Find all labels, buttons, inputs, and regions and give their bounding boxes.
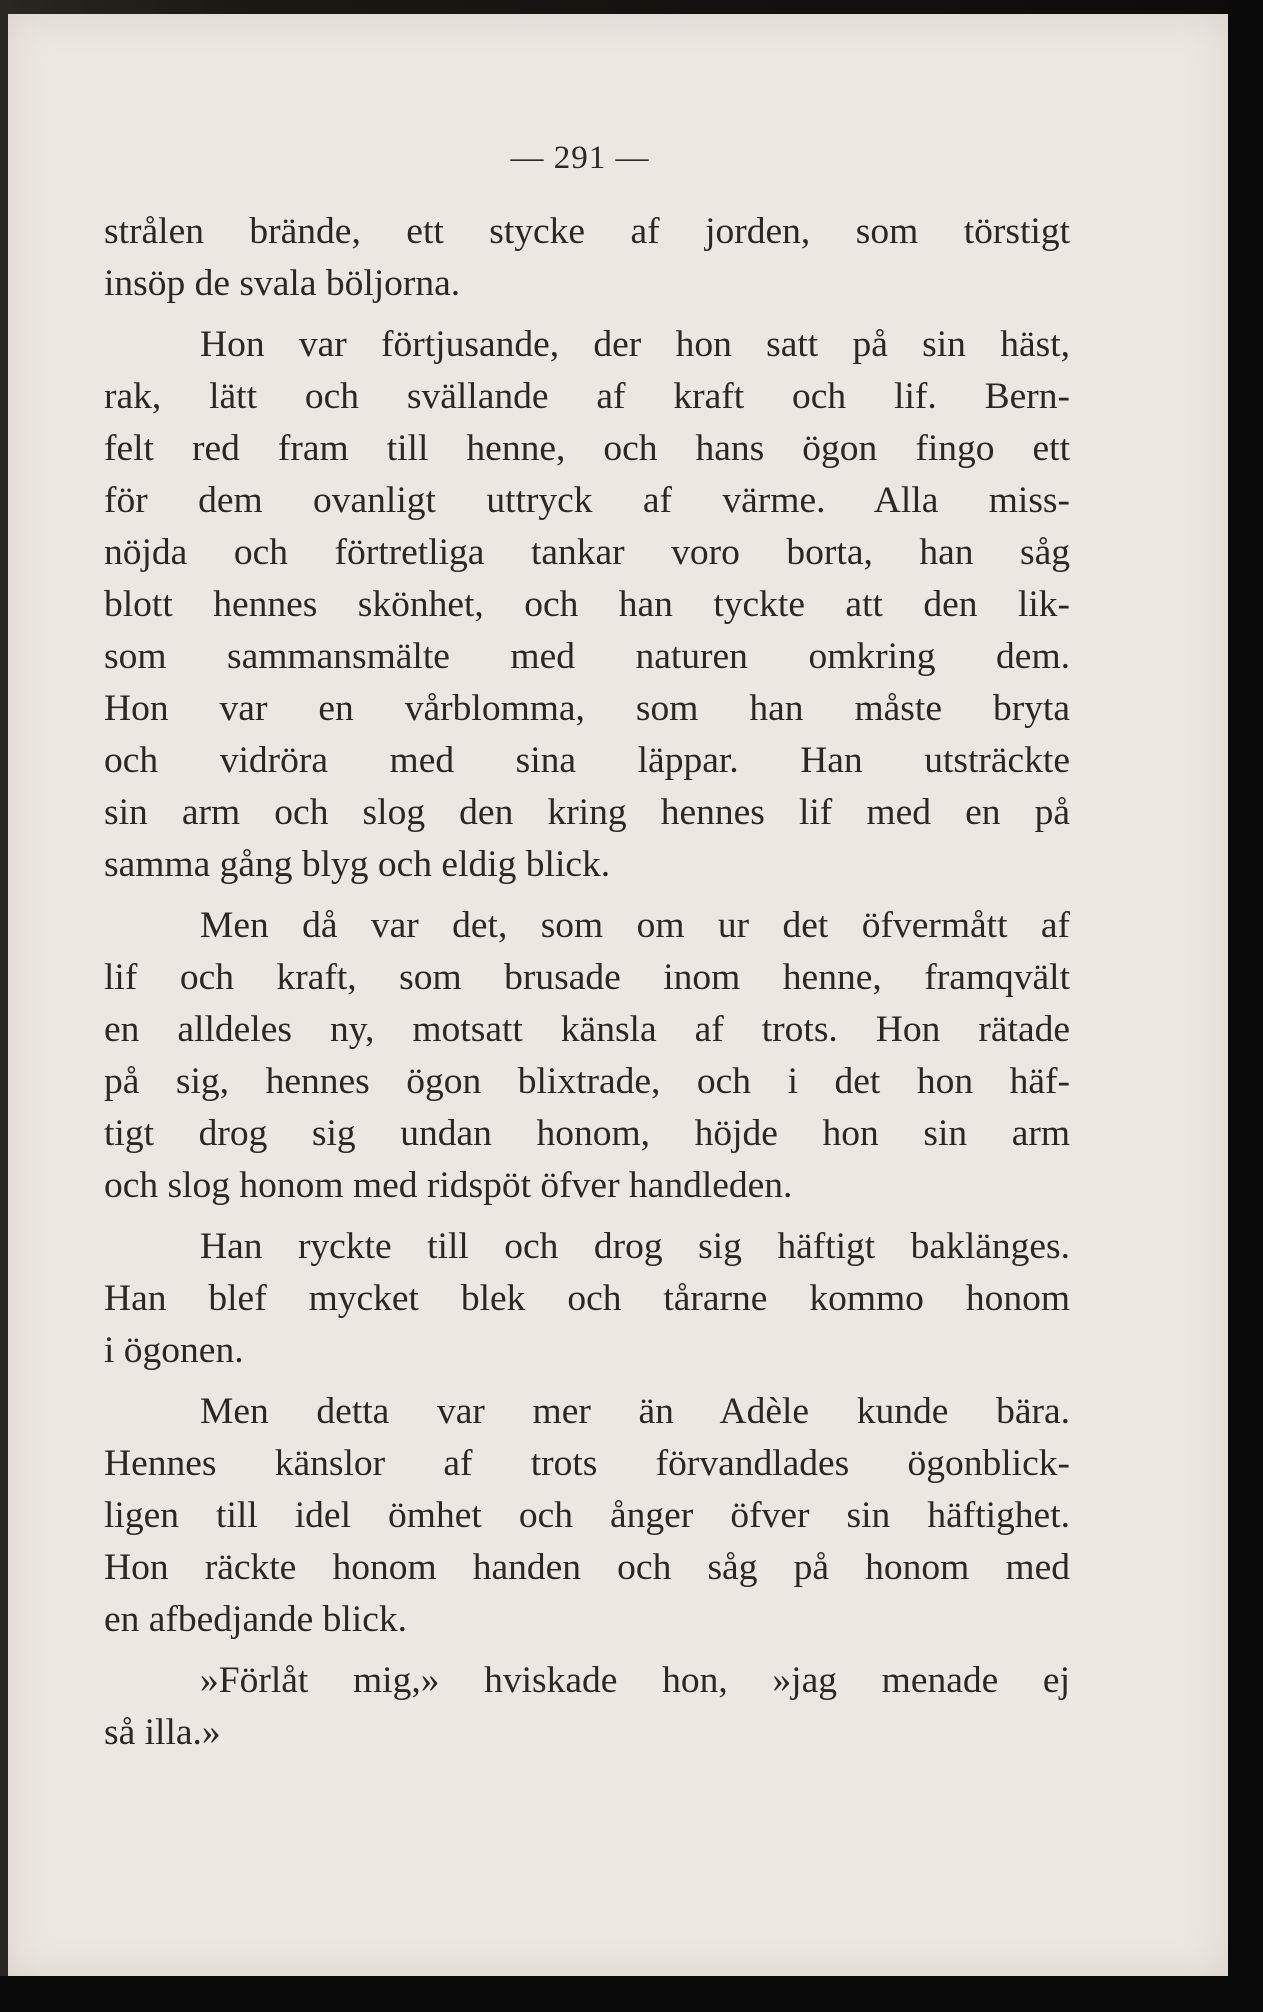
text-line: »Förlåt mig,» hviskade hon, »jag menade ej <box>200 1660 1070 1701</box>
text-line: Hon räckte honom handen och såg på honom med <box>104 1547 1070 1588</box>
text-line: som sammansmälte med naturen omkring dem. <box>104 636 1070 677</box>
text-line: felt red fram till henne, och hans ögon fingo ett <box>104 428 1070 469</box>
text-line: nöjda och förtretliga tankar voro borta, han såg <box>104 532 1070 573</box>
text-line: på sig, hennes ögon blixtrade, och i det hon häf- <box>104 1061 1070 1102</box>
page-edge-bottom <box>0 1976 1263 2012</box>
page-number: — 291 — <box>510 140 650 176</box>
text-line: ligen till idel ömhet och ånger öfver sin häftighet. <box>104 1495 1070 1536</box>
text-line: i ögonen. <box>104 1330 244 1371</box>
page-edge-right <box>1228 0 1263 2012</box>
body-text <box>104 206 1070 1759</box>
text-line: sin arm och slog den kring hennes lif med en på <box>104 792 1070 833</box>
text-line: lif och kraft, som brusade inom henne, framqvält <box>104 957 1070 998</box>
text-line: Hon var förtjusande, der hon satt på sin häst, <box>200 324 1070 365</box>
text-line: Han blef mycket blek och tårarne kommo honom <box>104 1278 1070 1319</box>
paragraph <box>104 206 1070 310</box>
text-line: en alldeles ny, motsatt känsla af trots. Hon rätade <box>104 1009 1070 1050</box>
text-line: Men då var det, som om ur det öfvermått af <box>200 905 1070 946</box>
text-line: strålen brände, ett stycke af jorden, som törstigt <box>104 211 1070 252</box>
paragraph <box>104 1655 1070 1759</box>
text-line: Hon var en vårblomma, som han måste bryta <box>104 688 1070 729</box>
text-line: tigt drog sig undan honom, höjde hon sin arm <box>104 1113 1070 1154</box>
paragraph <box>104 900 1070 1212</box>
paragraph <box>104 1221 1070 1377</box>
text-line: blott hennes skönhet, och han tyckte att den lik- <box>104 584 1070 625</box>
text-line: samma gång blyg och eldig blick. <box>104 844 611 885</box>
text-line: och vidröra med sina läppar. Han utsträckte <box>104 740 1070 781</box>
paragraph <box>104 1386 1070 1646</box>
text-line: så illa.» <box>104 1712 221 1753</box>
text-line: Men detta var mer än Adèle kunde bära. <box>200 1391 1070 1432</box>
text-line: Han ryckte till och drog sig häftigt baklänges. <box>200 1226 1070 1267</box>
text-line: och slog honom med ridspöt öfver handleden. <box>104 1165 793 1206</box>
text-line: en afbedjande blick. <box>104 1599 407 1640</box>
paragraph <box>104 319 1070 891</box>
text-line: insöp de svala böljorna. <box>104 263 461 304</box>
text-line: rak, lätt och svällande af kraft och lif. Bern- <box>104 376 1070 417</box>
text-line: Hennes känslor af trots förvandlades ögonblick- <box>104 1443 1070 1484</box>
text-line: för dem ovanligt uttryck af värme. Alla miss- <box>104 480 1070 521</box>
